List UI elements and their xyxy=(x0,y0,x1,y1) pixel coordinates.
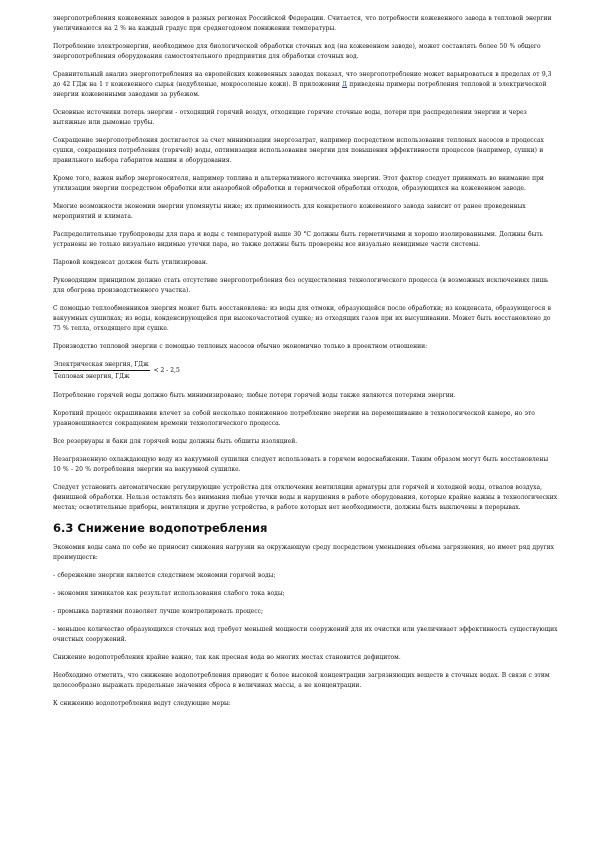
list-item: - меньшее количество образующихся сточных вод требует меньшей мощности сооружений для их очистки или увеличивает эффективность существующих очистных сооружений. xyxy=(53,626,558,643)
paragraph: Сокращение энергопотребления достигается за счет минимизации энергозатрат, например посредством использования тепловых насосов в процессах сушки, сокращения потребления (горячей) воды, оптимизации использования энергии для повышения эффективности процессов (например, сушки) и правильного выбора габаритов машин и оборудования. xyxy=(53,137,544,164)
paragraph: Распределительные трубопроводы для пара и воды с температурой выше 30 °С должны быть герметичными и хорошо изолированными. Должны быть устранены не только визуально видимые утечки пара, но также должны быть проверены все визуально невидимые части системы. xyxy=(53,231,543,248)
section-heading: 6.3 Снижение водопотребления xyxy=(53,521,268,535)
paragraph-text: приведены примеры потребления тепловой и электрической энергии кожевенными заводами за рубежом. xyxy=(53,81,547,98)
paragraph: энергопотребления кожевенных заводов в разных регионах Российской Федерации. Считается, что потребности кожевенного завода в тепловой энергии увеличиваются на 2 % на каждый градус при среднегодовом понижении температуры. xyxy=(53,15,552,32)
paragraph: Снижение водопотребления крайне важно, так как пресная вода во многих местах становится дефицитом. xyxy=(53,654,401,661)
list-item: - промывка партиями позволяет лучше контролировать процесс; xyxy=(53,608,263,615)
list-item: - экономия химикатов как результат использования слабого тока воды; xyxy=(53,590,285,597)
paragraph: Руководящим принципом должно стать отсутствие энергопотребления без осуществления технологического процесса (в возможных исключениях лишь для обогрева производственного участка). xyxy=(53,277,549,294)
paragraph-with-link xyxy=(53,70,558,100)
paragraph: С помощью теплообменников энергия может быть восстановлена: из воды для отмоки, образующейся после обработки; из конденсата, образующегося в вакуумных сушилках; из воды, конденсирующейся при высокочастотной сушке; из отходящих газов при их высушивании. Может быть восстановлено до 75 % тепла, отходящего при сушке. xyxy=(53,305,551,332)
paragraph: Потребление горячей воды должно быть минимизировано; любые потери горячей воды также являются потерями энергии. xyxy=(53,392,456,399)
document-page xyxy=(53,14,558,717)
paragraph: Необходимо отметить, что снижение водопотребления приводит к более высокой концентрации загрязняющих веществ в сточных водах. В связи с этим целесообразно выражать предельные значения сброса в величинах массы, а не концентрации. xyxy=(53,672,550,689)
paragraph: Паровой конденсат должен быть утилизирован. xyxy=(53,259,208,266)
paragraph: Все резервуары и баки для горячей воды должны быть обшиты изоляцией. xyxy=(53,438,298,445)
paragraph: Производство тепловой энергии с помощью тепловых насосов обычно экономично только в проектном отношении: xyxy=(53,343,428,350)
paragraph: Экономия воды сама по себе не приносит снижения нагрузки на окружающую среду посредством уменьшения объема загрязнения, но имеет ряд других преимуществ: xyxy=(53,544,555,561)
formula-rhs: < 2 - 2,5 xyxy=(153,367,180,374)
paragraph: Основные источники потерь энергии - отходящий горячий воздух, отходящие горячие сточные воды, потери при распределении энергии и через вытяжные или дымовые трубы. xyxy=(53,109,527,126)
paragraph: Многие возможности экономии энергии упомянуты ниже; их применимость для конкретного кожевенного завода зависит от ранее проведенных мероприятий и климата. xyxy=(53,203,526,220)
paragraph-text: Сравнительный анализ энергопотребления на европейских кожевенных заводах показал, что энергопотребление может варьироваться в пределах от 9,3 до 42 ГДж на 1 т кожевенного сырья (недубленые, мокросоленые кожи). В приложении xyxy=(53,71,552,88)
paragraph: Короткий процесс окрашивания влечет за собой несколько пониженное потребление энергии на перемешивание в технологической камере, но это уравновешивается сокращением времени технологического процесса. xyxy=(53,410,535,427)
paragraph: К снижению водопотребления ведут следующие меры: xyxy=(53,700,231,707)
appendix-link[interactable]: Д xyxy=(342,81,347,88)
paragraph: Потребление электроэнергии, необходимое для биологической обработки сточных вод (на кожевенном заводе), может составлять более 50 % общего энергопотребления оборудования самостоятельного предприятия для обработки сточных вод. xyxy=(53,43,541,60)
paragraph: Незагрязненную охлаждающую воду из вакуумной сушилки следует использовать в горячем водоснабжении. Таким образом могут быть восстановлены 10 % - 20 % потребления энергии на вакуумной сушилке. xyxy=(53,456,549,473)
energy-ratio-formula xyxy=(53,360,558,381)
list-item: - сбережение энергии является следствием экономии горячей воды; xyxy=(53,572,276,579)
formula-denominator: Тепловая энергия, ГДж xyxy=(54,373,130,380)
paragraph: Следует установить автоматические регулирующие устройства для отключения вентиляции арматуры для горячей и холодной воды, отвалов воздуха, финишной обработки. Нельзя оставлять без внимания любые утечки воды и нарушения в работе оборудования, которые крайне важны в технологических местах; осветительные приборы, вентиляции и другие устройства, в работе которых нет необходимости, должны быть выключены в перерывах. xyxy=(53,484,558,511)
formula-fraction xyxy=(53,360,150,381)
paragraph: Кроме того, важен выбор энергоносителя, например топлива и альтернативного источника энергии. Этот фактор следует принимать во внимание при утилизации энергии посредством обработки или анаэробной обработки и термической обработки отходов, образующихся на кожевенном заводе. xyxy=(53,175,544,192)
formula-numerator: Электрическая энергия, ГДж xyxy=(53,360,150,371)
